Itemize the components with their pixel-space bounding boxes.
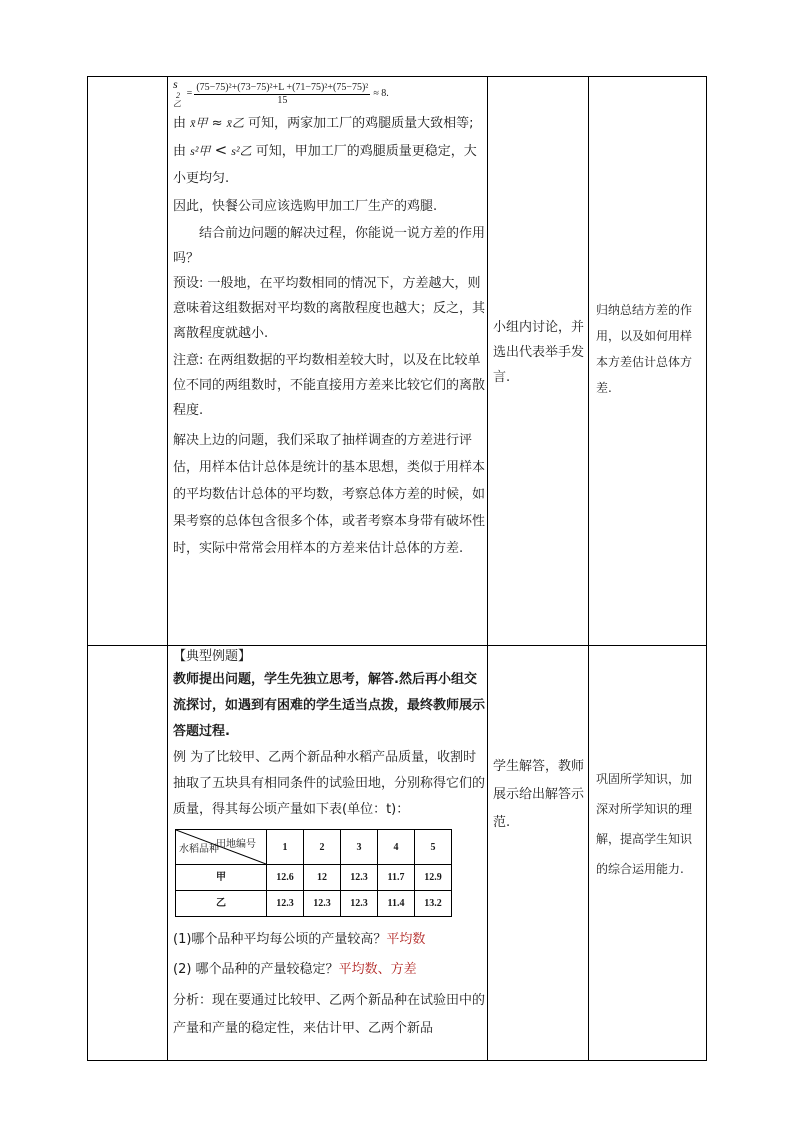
table-border-left xyxy=(87,76,88,1061)
formula-numerator: (75−75)²+(73−75)²+L +(71−75)²+(75−75)² xyxy=(196,81,369,93)
section2-design-intent: 巩固所学知识，加深对所学知识的理解，提高学生知识的综合运用能力. xyxy=(596,772,693,876)
conclusion-text: 因此，快餐公司应该选购甲加工厂生产的鸡腿. xyxy=(173,199,438,214)
table-border-bottom xyxy=(87,1060,707,1061)
cell-yi-5: 13.2 xyxy=(415,891,452,917)
example-problem: 例 为了比较甲、乙两个新品种水稻产品质量，收割时抽取了五块具有相同条件的试验田地，分别称得它们的质量，得其每公顷产量如下表(单位：t)： xyxy=(173,750,486,817)
question-1-answer: 平均数 xyxy=(386,932,426,947)
section1-design-intent: 归纳总结方差的作用，以及如何用样本方差估计总体方差. xyxy=(596,303,693,395)
note-text: 注意: 在两组数据的平均数相差较大时，以及在比较单位不同的两组数时，不能直接用方差来比较它们的离散程度. xyxy=(173,353,486,418)
teacher-instruction: 教师提出问题，学生先独立思考，解答.然后再小组交流探讨，如遇到有困难的学生适当点拨，最终教师展示答题过程. xyxy=(173,672,486,739)
mean-comparison: 由 x̄甲 ≈ x̄乙 可知，两家加工厂的鸡腿质量大致相等; xyxy=(173,116,474,131)
mean-yi: x̄乙 xyxy=(226,116,244,130)
formula-fraction xyxy=(194,82,370,107)
table-divider-1 xyxy=(167,76,168,1061)
col-header-3: 3 xyxy=(341,830,378,865)
explanation-text: 解决上边的问题，我们采取了抽样调查的方差进行评估，用样本估计总体是统计的基本思想，类似于用样本的平均数估计总体的平均数，考察总体方差的时候，如果考察的总体包含很多个体，或者考察本身带有破坏性时，实际中常常会用样本的方差来估计总体的方差. xyxy=(173,433,486,556)
formula-denominator: 15 xyxy=(277,94,288,106)
question-2: (2) 哪个品种的产量较稳定？平均数、方差 xyxy=(173,962,417,977)
row-label-jia: 甲 xyxy=(176,865,267,891)
cell-jia-2: 12 xyxy=(304,865,341,891)
yield-table xyxy=(175,829,452,917)
section1-content xyxy=(173,78,485,562)
cell-yi-4: 11.4 xyxy=(378,891,415,917)
section1-student-activity: 小组内讨论，并选出代表举手发言. xyxy=(493,320,585,385)
table-row-divider xyxy=(87,645,707,646)
question-2-answer: 平均数、方差 xyxy=(338,962,417,977)
variance-formula-yi: $s_乙^2$ = $\frac{\text{(75−75)²+(73−75)²+L +(71−75)²+(75−75)²}}{15}$ ≈ 8. xyxy=(173,76,389,109)
cell-jia-3: 12.3 xyxy=(341,865,378,891)
cell-jia-5: 12.9 xyxy=(415,865,452,891)
cell-yi-1: 12.3 xyxy=(267,891,304,917)
example-heading: 【典型例题】 xyxy=(173,649,252,664)
cell-yi-3: 12.3 xyxy=(341,891,378,917)
col-header-1: 1 xyxy=(267,830,304,865)
cell-yi-2: 12.3 xyxy=(304,891,341,917)
question-1: (1)哪个品种平均每公顷的产量较高？平均数 xyxy=(173,932,426,947)
cell-jia-1: 12.6 xyxy=(267,865,304,891)
table-row-jia xyxy=(176,865,452,891)
question-text: 结合前边问题的解决过程，你能说一说方差的作用吗？ xyxy=(173,226,486,266)
col-header-2: 2 xyxy=(304,830,341,865)
table-divider-3 xyxy=(588,76,589,1061)
section2-student-activity: 学生解答，教师展示给出解答示范. xyxy=(493,759,585,830)
variance-comparison: 由 s²甲 < s²乙 可知，甲加工厂的鸡腿质量更稳定，大小更均匀. xyxy=(173,141,477,186)
analysis-text: 分析：现在要通过比较甲、乙两个新品种在试验田中的产量和产量的稳定性，来估计甲、乙两个新品 xyxy=(173,993,486,1036)
row-label-yi: 乙 xyxy=(176,891,267,917)
formula-result: ≈ 8. xyxy=(373,88,389,99)
table-divider-2 xyxy=(487,76,488,1061)
formula-lhs: $s_乙^2$ xyxy=(173,76,181,109)
col-header-5: 5 xyxy=(415,830,452,865)
mean-jia: x̄甲 xyxy=(190,116,208,130)
yield-table-corner: 田地编号 水稻品种 xyxy=(176,830,267,865)
yield-table-header xyxy=(176,830,452,865)
table-border-right xyxy=(706,76,707,1061)
table-row-yi xyxy=(176,891,452,917)
variance-yi: s²乙 xyxy=(231,144,252,158)
variance-jia: s²甲 xyxy=(190,144,211,158)
section2-content xyxy=(173,647,485,1043)
cell-jia-4: 11.7 xyxy=(378,865,415,891)
preset-text: 预设: 一般地，在平均数相同的情况下，方差越大，则意味着这组数据对平均数的离散程度也越大；反之，其离散程度就越小. xyxy=(173,276,486,341)
col-header-4: 4 xyxy=(378,830,415,865)
